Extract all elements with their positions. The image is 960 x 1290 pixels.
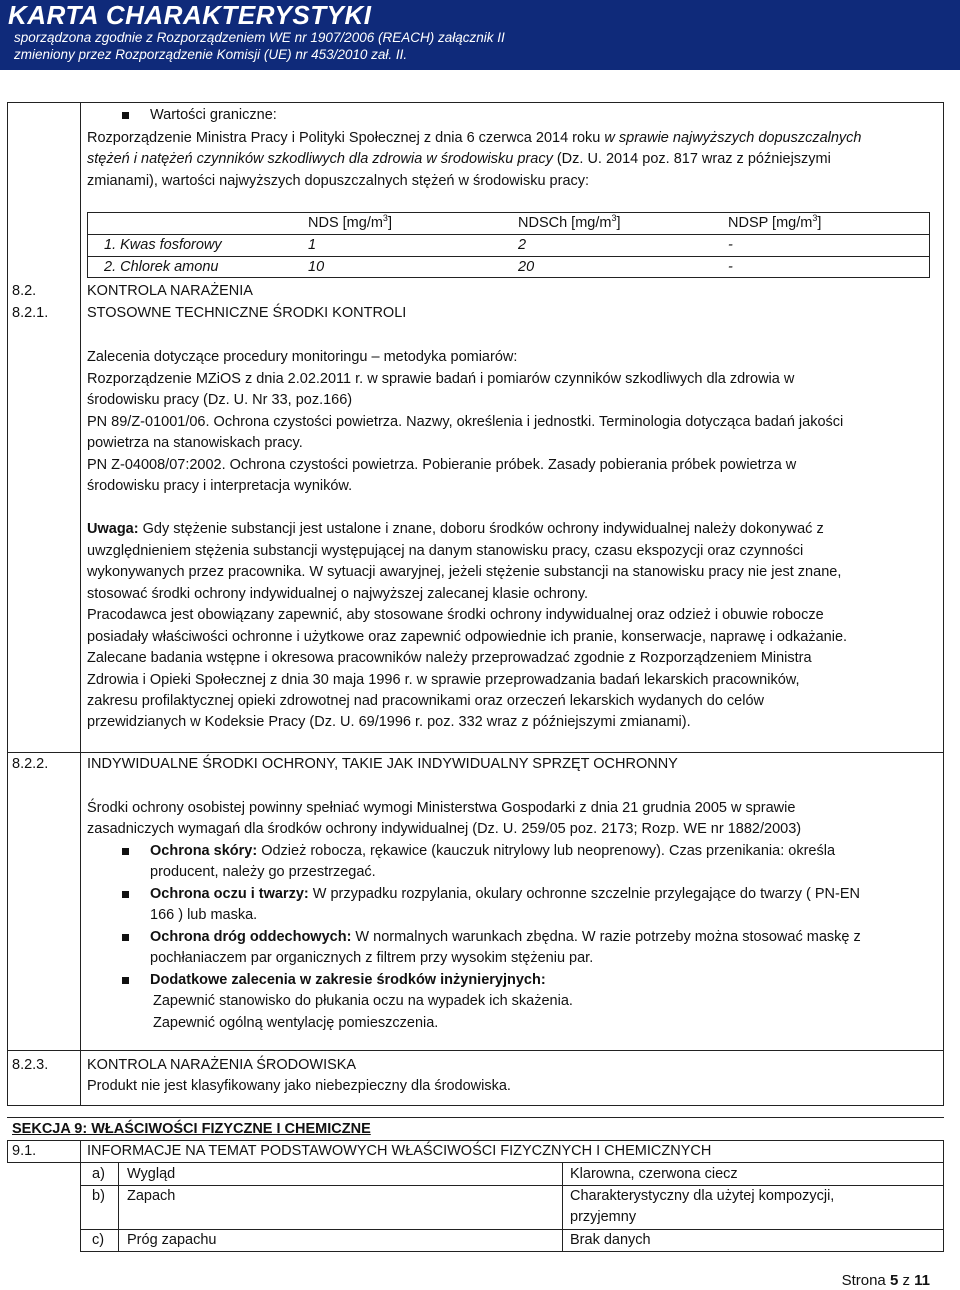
row-divider [7,752,944,753]
warning-line: uwzględnieniem stężenia substancji występującej na danym stanowisku pracy, czasu ekspozycji oraz czynności [87,543,804,559]
section-number: 8.2.3. [12,1057,49,1073]
warning-line: wykonywanych przez pracownika. W sytuacji awaryjnej, jeżeli stężenie substancji na stanowisku pracy nie jest znane, [87,564,842,580]
table-cell-value: - [728,237,733,253]
warning-line: posiadały właściwości ochronne i użytkowe oraz zapewnić odpowiednie ich pranie, konserwacje, naprawę i odkażanie. [87,629,848,645]
property-value: Klarowna, czerwona ciecz [570,1166,738,1182]
header-subtitle: zmieniony przez Rozporządzenie Komisji (UE) nr 453/2010 zał. II. [14,47,408,62]
limits-text-line: stężeń i natężeń czynników szkodliwych dla zdrowia w środowisku pracy (Dz. U. 2014 poz. 817 wraz z późniejszymi [87,151,831,167]
property-letter: b) [92,1188,105,1204]
monitoring-line: środowisku pracy (Dz. U. Nr 33, poz.166) [87,392,353,408]
engineering-controls-heading: Dodatkowe zalecenia w zakresie środków inżynieryjnych: [150,972,546,988]
skin-protection-cont: producent, należy go przestrzegać. [150,864,376,880]
section-9-top-border [7,1117,944,1118]
document-title: KARTA CHARAKTERYSTYKI [8,0,372,30]
section-title: INFORMACJE NA TEMAT PODSTAWOWYCH WŁAŚCIWOŚCI FIZYCZNYCH I CHEMICZNYCH [87,1143,712,1159]
column-divider [80,1140,81,1163]
property-name: Zapach [127,1188,176,1204]
respiratory-protection: Ochrona dróg oddechowych: W normalnych warunkach zbędna. W razie potrzeby można stosować maskę z [150,929,861,945]
column-divider [80,102,81,1106]
warning-line: przewidzianych w Kodeksie Pracy (Dz. U. 69/1996 r. poz. 332 wraz z późniejszymi zmianami). [87,714,691,730]
bullet-icon [122,891,129,898]
property-value-cont: przyjemny [570,1209,637,1225]
column-header-ndsch: NDSCh $[mg/m^3]$ [518,213,621,231]
table-cell-value: 2 [518,237,527,253]
warning-line: zakresu profilaktycznej opieki zdrowotnej nad pracownikami oraz orzeczeń lekarskich wydanych do celów [87,693,764,709]
property-name: Próg zapachu [127,1232,217,1248]
monitoring-line: Rozporządzenie MZiOS z dnia 2.02.2011 r. w sprawie badań i pomiarów czynników szkodliwych dla zdrowia w [87,371,795,387]
section-title: INDYWIDUALNE ŚRODKI OCHRONY, TAKIE JAK INDYWIDUALNY SPRZĘT OCHRONNY [87,756,678,772]
property-name: Wygląd [127,1166,176,1182]
column-divider [562,1162,563,1252]
section-number: 8.2. [12,283,37,299]
limits-text-line: Rozporządzenie Ministra Pracy i Polityki Społecznej z dnia 6 czerwca 2014 roku w sprawie najwyższych dopuszczalnych [87,130,862,146]
monitoring-line: Zalecenia dotyczące procedury monitoringu – metodyka pomiarów: [87,349,518,365]
warning-line: Zalecane badania wstępne i okresowa pracowników należy przeprowadzać zgodnie z Rozporządzeniem Ministra [87,650,812,666]
eye-protection-cont: 166 ) lub maska. [150,907,258,923]
table-cell-substance: 2. Chlorek amonu [104,259,219,275]
monitoring-line: PN 89/Z-01001/06. Ochrona czystości powietrza. Nazwy, określenia i jednostki. Terminologia dotycząca badań jakości [87,414,844,430]
property-value: Charakterystyczny dla użytej kompozycji, [570,1188,835,1204]
warning-line: Pracodawca jest obowiązany zapewnić, aby stosowane środki ochrony indywidualnej oraz odzież i obuwie robocze [87,607,824,623]
ppe-intro: Środki ochrony osobistej powinny spełniać wymogi Ministerstwa Gospodarki z dnia 21 grudnia 2005 w sprawie [87,800,796,816]
bullet-icon [122,977,129,984]
column-divider [118,1162,119,1252]
header-subtitle: sporządzona zgodnie z Rozporządzeniem WE nr 1907/2006 (REACH) załącznik II [14,30,505,45]
section-title: KONTROLA NARAŻENIA ŚRODOWISKA [87,1057,357,1073]
section-title: STOSOWNE TECHNICZNE ŚRODKI KONTROLI [87,305,407,321]
engineering-control-item: Zapewnić stanowisko do płukania oczu na wypadek ich skażenia. [153,993,573,1009]
limits-text-line: zmianami), wartości najwyższych dopuszczalnych stężeń w środowisku pracy: [87,173,590,189]
section-number: 8.2.2. [12,756,49,772]
warning-line: stosować środki ochrony indywidualnej o najwyższej zalecanej klasie ochrony. [87,586,589,602]
table-cell-value: - [728,259,733,275]
column-header-nds: NDS $[mg/m^3]$ [308,213,392,231]
property-value: Brak danych [570,1232,651,1248]
property-letter: a) [92,1166,105,1182]
monitoring-line: środowisku pracy i interpretacja wyników. [87,478,353,494]
warning-paragraph: Uwaga: Gdy stężenie substancji jest ustalone i znane, doboru środków ochrony indywidualnej należy dokonywać z [87,521,824,537]
section-9-heading: SEKCJA 9: WŁAŚCIWOŚCI FIZYCZNE I CHEMICZNE [12,1121,371,1137]
bullet-icon [122,112,129,119]
limits-heading: Wartości graniczne: [150,107,277,123]
row-divider [7,1050,944,1051]
environment-text: Produkt nie jest klasyfikowany jako niebezpieczny dla środowiska. [87,1078,511,1094]
document-header [0,0,960,70]
respiratory-protection-cont: pochłaniaczem par organicznych z filtrem przy wysokim stężeniu par. [150,950,594,966]
bullet-icon [122,848,129,855]
table-cell-value: 1 [308,237,317,253]
table-cell-value: 20 [518,259,535,275]
table-cell-value: 10 [308,259,325,275]
eye-protection: Ochrona oczu i twarzy: W przypadku rozpylania, okulary ochronne szczelnie przylegające do twarzy ( PN-EN [150,886,860,902]
monitoring-line: PN Z-04008/07:2002. Ochrona czystości powietrza. Pobieranie próbek. Zasady pobierania próbek powietrza w [87,457,797,473]
engineering-control-item: Zapewnić ogólną wentylację pomieszczenia. [153,1015,439,1031]
ppe-intro: zasadniczych wymagań dla środków ochrony indywidualnej (Dz. U. 259/05 poz. 2173; Rozp. WE nr 1882/2003) [87,821,802,837]
section-title: KONTROLA NARAŻENIA [87,283,253,299]
section-number: 9.1. [12,1143,37,1159]
skin-protection: Ochrona skóry: Odzież robocza, rękawice (kauczuk nitrylowy lub neoprenowy). Czas przenikania: określa [150,843,836,859]
section-number: 8.2.1. [12,305,49,321]
table-cell-substance: 1. Kwas fosforowy [104,237,222,253]
warning-line: Zdrowia i Opieki Społecznej z dnia 30 maja 1996 r. w sprawie przeprowadzania badań lekarskich pracowników, [87,672,800,688]
bullet-icon [122,934,129,941]
monitoring-line: powietrza na stanowiskach pracy. [87,435,303,451]
page-number: Strona 5 z 11 [841,1272,930,1289]
column-header-ndsp: NDSP $[mg/m^3]$ [728,213,822,231]
property-letter: c) [92,1232,105,1248]
